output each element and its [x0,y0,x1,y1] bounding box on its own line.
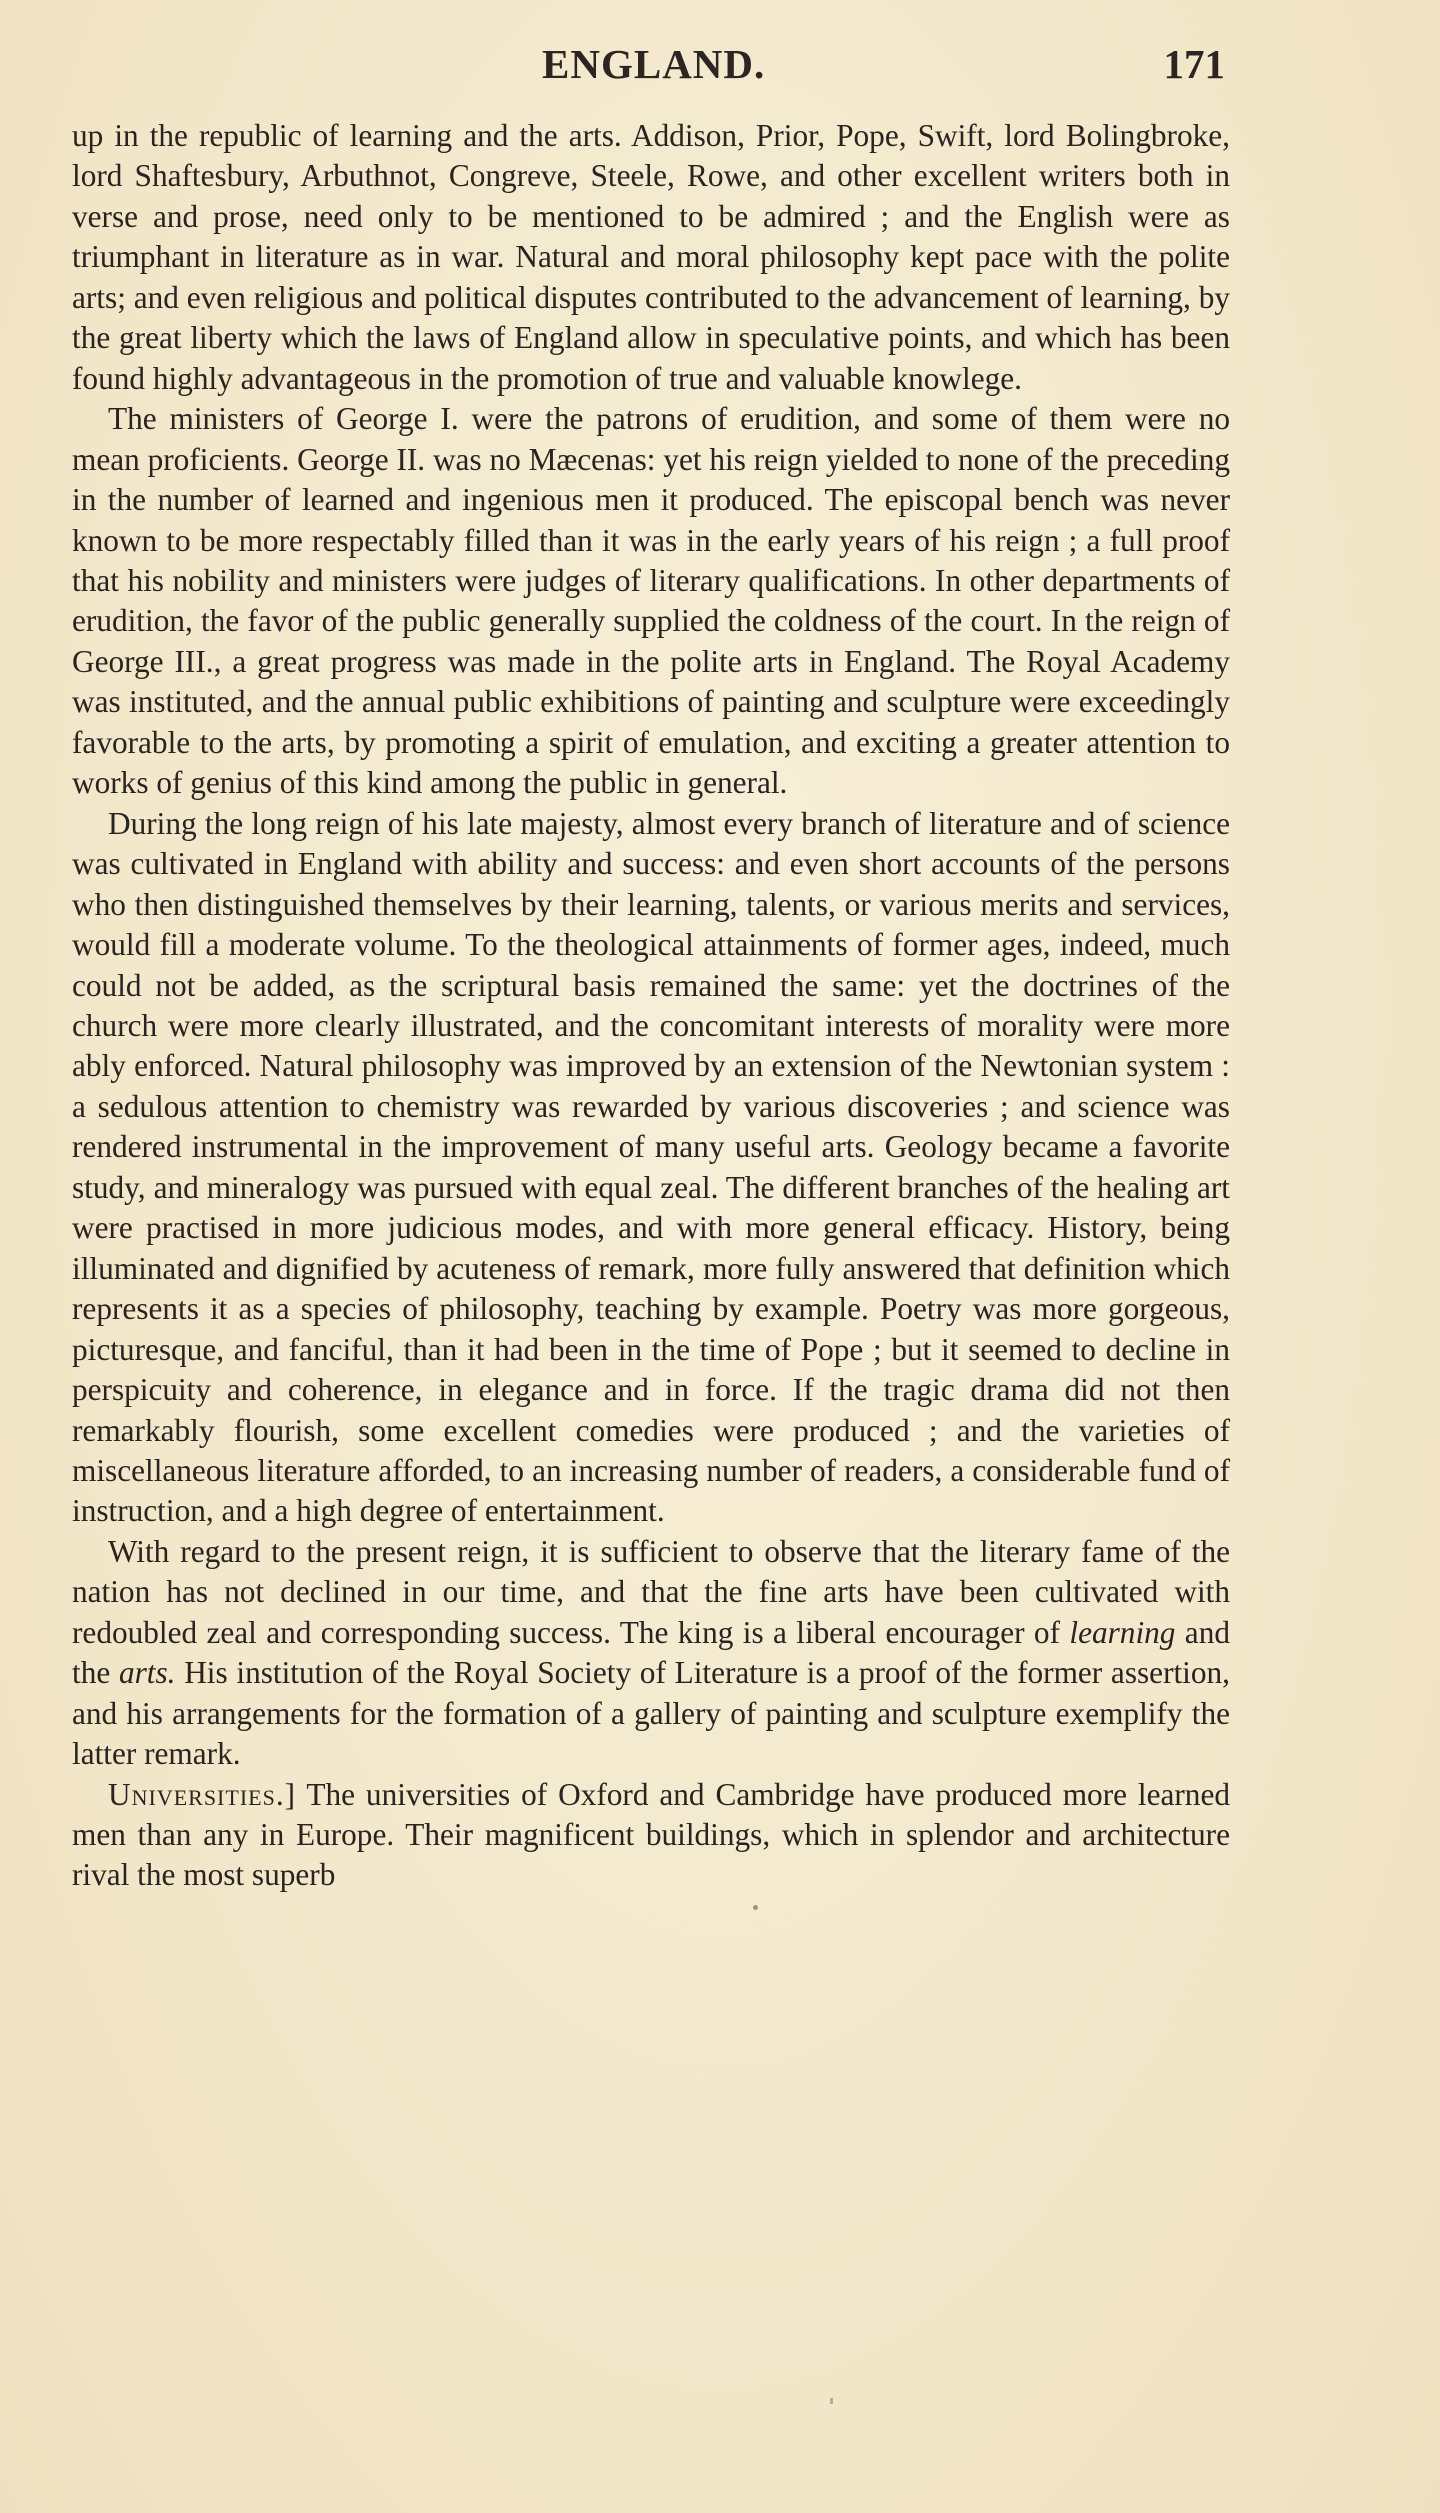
italic-learning: learning [1069,1614,1176,1650]
body-text [72,116,1230,1896]
page-number: 171 [1163,41,1225,87]
paper-blemish [830,2398,833,2404]
ink-speck [753,1905,758,1910]
paragraph-continuation: up in the republic of learning and the arts. Addison, Prior, Pope, Swift, lord Bolingbroke, lord Shaftesbury, Arbuthnot, Congreve, Steele, Rowe, and other excellent writers both in verse and prose, need only to be mentioned to be admired ; and the English were as triumphant in literature as in war. Natural and moral philosophy kept pace with the polite arts; and even religious and political disputes contributed to the advancement of learning, by the great liberty which the laws of England allow in speculative points, and which has been found highly advantageous in the promotion of true and valuable knowlege. [72,118,1230,396]
universities-text: The universities of Oxford and Cambridge have produced more learned men than any in Europe. Their magnificent buildings, which in splendor and architecture rival the most superb [72,1776,1230,1893]
section-heading-universities: Universities.] [108,1776,297,1812]
page-header [70,40,1225,100]
running-head: ENGLAND. [542,41,766,87]
italic-arts: arts. [118,1655,176,1691]
paragraph-late-majesty: During the long reign of his late majesty, almost every branch of literature and of science was cultivated in England with ability and success: and even short accounts of the persons who then distinguished themselves by their learning, talents, or various merits and services, would fill a moderate volume. To the theological attainments of former ages, indeed, much could not be added, as the scriptural basis remained the same: yet the doctrines of the church were more clearly illustrated, and the concomitant interests of morality were more ably enforced. Natural philosophy was improved by an extension of the Newtonian system : a sedulous attention to chemistry was rewarded by various discoveries ; and science was rendered instrumental in the improvement of many useful arts. Geology became a favorite study, and mineralogy was pursued with equal zeal. The different branches of the healing art were practised in more judicious modes, and with more general efficacy. History, being illuminated and dignified by acuteness of remark, more fully answered that definition which represents it as a species of philosophy, teaching by example. Poetry was more gorgeous, picturesque, and fanciful, than it had been in the time of Pope ; but it seemed to decline in perspicuity and coherence, in elegance and in force. If the tragic drama did not then remarkably flourish, some excellent comedies were produced ; and the varieties of miscellaneous literature afforded, to an increasing number of readers, a considerable fund of instruction, and a high degree of entertainment. [72,805,1230,1529]
paragraph-george-reigns: The ministers of George I. were the patrons of erudition, and some of them were no mean proficients. George II. was no Mæcenas: yet his reign yielded to none of the preceding in the number of learned and ingenious men it produced. The episcopal bench was never known to be more respectably filled than it was in the early years of his reign ; a full proof that his nobility and ministers were judges of literary qualifications. In other departments of erudition, the favor of the public generally supplied the coldness of the court. In the reign of George III., a great progress was made in the polite arts in England. The Royal Academy was instituted, and the annual public exhibitions of painting and sculpture were exceedingly favorable to the arts, by promoting a spirit of emulation, and exciting a greater attention to works of genius of this kind among the public in general. [72,401,1230,801]
paragraph-universities [72,1775,1230,1896]
paragraph-present-reign [72,1532,1230,1775]
present-reign-text-1: With regard to the present reign, it is sufficient to observe that the literary fame of the nation has not declined in our time, and that the fine arts have been cultivated with redoubled zeal and corresponding success. The king is a liberal encourager of [72,1533,1230,1650]
present-reign-text-3: His institution of the Royal Society of Literature is a proof of the former assertion, and his arrangements for the formation of a gallery of painting and sculpture exemplify the latter remark. [72,1655,1231,1772]
present-reign-text-2: and the [72,1614,1230,1691]
